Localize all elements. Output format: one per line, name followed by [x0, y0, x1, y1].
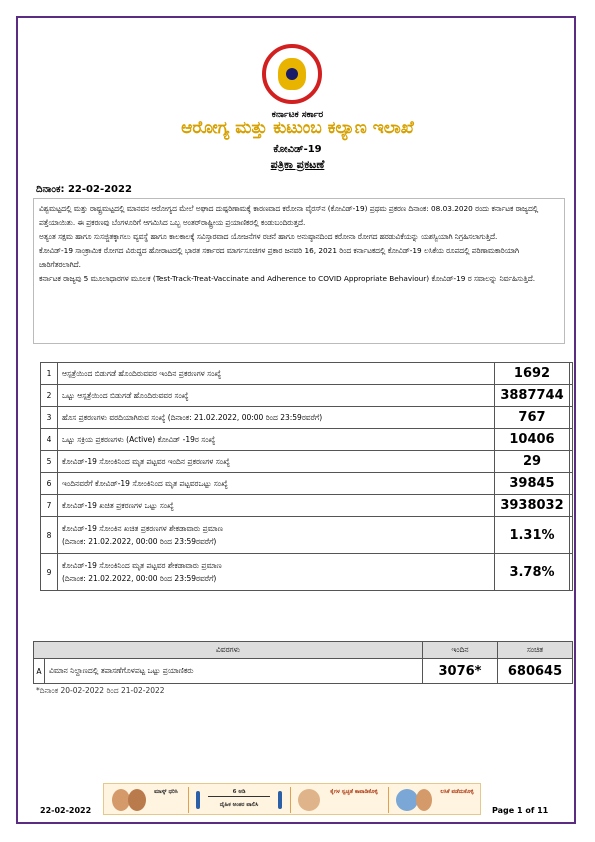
stats-body — [41, 363, 573, 591]
row-number: 7 — [41, 495, 58, 517]
row-value: 3.78% — [495, 554, 570, 591]
row-label: ಕೋವಿಡ್-19 ಸೋಂಕಿನಿಂದ ಮೃತ ಪಟ್ಟವರ ಶೇಕಡಾವಾರು ಪ್ರಮಾಣ — [62, 560, 222, 570]
row-label-cell — [58, 451, 495, 473]
row-label: ಇಂದಿನವರೆಗೆ ಕೋವಿಡ್-19 ಸೋಂಕಿನಿಂದ ಮೃತ ಪಟ್ಟವರಒಟ್ಟು ಸಂಖ್ಯೆ — [62, 478, 228, 488]
table-header-row — [34, 642, 573, 659]
row-label-cell — [58, 407, 495, 429]
row-value: 767 — [495, 407, 570, 429]
intro-box — [33, 198, 565, 344]
intro-paragraph: ಅತ್ಯಂತ ಸಕ್ಷಮ ಹಾಗೂ ಸುಸಜ್ಜಿತಕ್ಕಾಗಲು ವ್ಯವಸ್ಥೆ ಹಾಗೂ ಕಾಲಕಾಲಕ್ಕೆ ಸವಿಸ್ತಾರವಾದ ಯೋಜನೆಗಳ ರಚನೆ ಹಾಗೂ ಅನುಷ್ಠಾನದಿಂದ ಕರೋನಾ ರೋಗದ ಹರಡುವಿಕೆಯನ್ನು ಯಶಸ್ವಿಯಾಗಿ ನಿಗ್ರಹಿಸಲಾಗುತ್ತಿದೆ. — [39, 232, 498, 241]
page-number: Page 1 of 11 — [492, 806, 549, 815]
table-row — [41, 451, 573, 473]
spacer-cell — [570, 473, 573, 495]
row-label: ವಿಮಾನ ನಿಲ್ದಾಣದಲ್ಲಿ ತಪಾಸಣೆಗೊಳಪಟ್ಟ ಒಟ್ಟು ಪ್ರಯಾಣಿಕರು — [45, 659, 423, 684]
banner-distance: ದೈಹಿಕ ಅಂತರ ಪಾಲಿಸಿ — [219, 802, 259, 808]
row-label: ಆಸ್ಪತ್ರೆಯಿಂದ ಬಿಡುಗಡೆ ಹೊಂದಿರುವವರ ಇಂದಿನ ಪ್ರಕರಣಗಳ ಸಂಖ್ಯೆ — [62, 368, 222, 378]
row-label: ಕೋವಿಡ್-19 ಸೋಂಕಿನ ಖಚಿತ ಪ್ರಕರಣಗಳ ಶೇಕಡಾವಾರು ಪ್ರಮಾಣ — [62, 523, 223, 533]
intro-paragraph: ವಿಶ್ವಮಟ್ಟದಲ್ಲಿ ಮತ್ತು ರಾಷ್ಟ್ರಮಟ್ಟದಲ್ಲಿ ಮಾನವನ ಆರೋಗ್ಯದ ಮೇಲೆ ಅಘಾದ ದುಷ್ಪರಿಣಾಮಕ್ಕೆ ಕಾರಣವಾದ ಕರೋನಾ ವೈರಸ್‌ನ (ಕೋವಿಡ್-19) ಪ್ರಥಮ ಪ್ರಕರಣ ದಿನಾಂಕ: 08.03.2020 ರಂದು ಕರ್ನಾಟಕ ರಾಜ್ಯದಲ್ಲಿ ಪತ್ತೆಯಾಯಿತು. ಈ ಪ್ರಕರಣವು ಬೆಂಗಳೂರಿಗೆ ಆಗಮಿಸಿದ ಒಬ್ಬ ಅಂತರ್‌ರಾಷ್ಟ್ರೀಯ ಪ್ರಯಾಣಿಕರಲ್ಲಿ ಕಂಡುಬಂದಿರುತ್ತದೆ. — [39, 204, 539, 227]
person-icon — [278, 791, 282, 809]
row-label-cell — [58, 363, 495, 385]
spacer-cell — [570, 363, 573, 385]
row-label-cell — [58, 473, 495, 495]
department-title: ಆರೋಗ್ಯ ಮತ್ತು ಕುಟುಂಬ ಕಲ್ಯಾಣ ಇಲಾಖೆ — [181, 118, 414, 138]
row-number: 2 — [41, 385, 58, 407]
table-row — [41, 473, 573, 495]
banner-vaccine: ಲಸಿಕೆ ಪಡೆದುಕೊಳ್ಳಿ — [440, 789, 474, 795]
divider — [388, 787, 389, 813]
row-number: 6 — [41, 473, 58, 495]
divider — [188, 787, 189, 813]
spacer-cell — [570, 407, 573, 429]
airport-travel-table — [33, 641, 573, 684]
col-today: ಇಂದಿನ — [423, 642, 498, 659]
table-row — [34, 659, 573, 684]
arrow-icon — [208, 796, 270, 797]
release-date: ದಿನಾಂಕ: 22-02-2022 — [36, 184, 132, 195]
banner-distance-ft: 6 ಅಡಿ — [232, 789, 246, 795]
person-icon — [416, 789, 432, 811]
footer-date: 22-02-2022 — [40, 806, 92, 815]
row-label: ಒಟ್ಟು ಆಸ್ಪತ್ರೆಯಿಂದ ಬಿಡುಗಡೆ ಹೊಂದಿರುವವರ ಸಂಖ್ಯೆ — [62, 390, 189, 400]
spacer-cell — [570, 451, 573, 473]
intro-paragraph: ಕೋವಿಡ್-19 ಸಾಂಕ್ರಾಮಿಕ ರೋಗದ ವಿರುದ್ಧದ ಹೋರಾಟದಲ್ಲಿ ಭಾರತ ಸರ್ಕಾರದ ಮಾರ್ಗಸೂಚಿಗಳ ಪ್ರಕಾರ ಜನವರಿ 16, 2021 ರಿಂದ ಕರ್ನಾಟಕದಲ್ಲಿ ಕೋವಿಡ್-19 ಲಸಿಕೆಯ ರೂಪದಲ್ಲಿ ಪರಿಣಾಮಕಾರಿಯಾಗಿ ಜಾರಿಗೆತರಲಾಗಿದೆ. — [39, 246, 519, 269]
row-number: 8 — [41, 517, 58, 554]
table-row — [41, 363, 573, 385]
spacer-cell — [570, 554, 573, 591]
spacer-cell — [570, 385, 573, 407]
government-seal-logo — [262, 44, 322, 104]
table-row — [41, 407, 573, 429]
col-details: ವಿವರಗಳು — [34, 642, 423, 659]
hand-wash-icon — [298, 789, 320, 811]
row-label-cell — [58, 554, 495, 591]
row-label-cell — [58, 385, 495, 407]
row-number: 1 — [41, 363, 58, 385]
row-sublabel: (ದಿನಾಂಕ: 21.02.2022, 00:00 ರಿಂದ 23:59ರವರೆಗೆ) — [62, 536, 217, 546]
row-label: ಹೊಸ ಪ್ರಕರಣಗಳು ವರದಿಯಾಗಿರುವ ಸಂಖ್ಯೆ (ದಿನಾಂಕ: 21.02.2022, 00:00 ರಿಂದ 23:59ರವರೆಗೆ) — [62, 412, 323, 422]
row-label-cell — [58, 495, 495, 517]
government-name: ಕರ್ನಾಟಕ ಸರ್ಕಾರ — [271, 110, 324, 120]
banner-hygiene: ಕೈಗಳ ಸ್ವಚ್ಛತೆ ಕಾಪಾಡಿಕೊಳ್ಳಿ — [330, 789, 378, 795]
vaccination-icon — [396, 789, 418, 811]
intro-paragraph: ಕರ್ನಾಟಕ ರಾಜ್ಯವು 5 ಮೂಲಾಧಾರಗಳ ಮೂಲಕ (Test-Track-Treat-Vaccinate and Adherence to COVID Appropriate Behaviour) ಕೋವಿಡ್-19 ರ ಸವಾಲನ್ನು ನಿರ್ವಹಿಸುತ್ತಿದೆ. — [39, 274, 536, 283]
covid-appropriate-behaviour-banner — [103, 783, 481, 815]
spacer-cell — [570, 429, 573, 451]
emblem-center-icon — [286, 68, 298, 80]
table-row — [41, 517, 573, 554]
row-label: ಕೋವಿಡ್-19 ಸೋಂಕಿನಿಂದ ಮೃತ ಪಟ್ಟವರ ಇಂದಿನ ಪ್ರಕರಣಗಳ ಸಂಖ್ಯೆ — [62, 456, 230, 466]
row-number: 4 — [41, 429, 58, 451]
row-value: 1.31% — [495, 517, 570, 554]
row-value: 3887744 — [495, 385, 570, 407]
masked-face-icon — [128, 789, 146, 811]
row-number: 5 — [41, 451, 58, 473]
row-value: 1692 — [495, 363, 570, 385]
row-value: 3938032 — [495, 495, 570, 517]
row-sublabel: (ದಿನಾಂಕ: 21.02.2022, 00:00 ರಿಂದ 23:59ರವರೆಗೆ) — [62, 573, 217, 583]
row-value: 10406 — [495, 429, 570, 451]
covid-stats-table — [40, 362, 573, 591]
row-label: ಒಟ್ಟು ಸಕ್ರಿಯ ಪ್ರಕರಣಗಳು (Active) ಕೋವಿಡ್ -19ರ ಸಂಖ್ಯೆ — [62, 434, 216, 444]
row-value: 29 — [495, 451, 570, 473]
cumulative-value: 680645 — [498, 659, 573, 684]
press-release-heading: ಪತ್ರಿಕಾ ಪ್ರಕಟಣೆ — [270, 158, 325, 171]
table-row — [41, 385, 573, 407]
row-letter: A — [34, 659, 45, 684]
person-icon — [196, 791, 200, 809]
row-number: 9 — [41, 554, 58, 591]
row-label: ಕೋವಿಡ್-19 ಖಚಿತ ಪ್ರಕರಣಗಳ ಒಟ್ಟು ಸಂಖ್ಯೆ — [62, 500, 174, 510]
row-label-cell — [58, 517, 495, 554]
divider — [290, 787, 291, 813]
spacer-cell — [570, 517, 573, 554]
table-row — [41, 495, 573, 517]
covid-title: ಕೋವಿಡ್-19 — [273, 144, 322, 155]
col-cumulative: ಸಂಚಿತ — [498, 642, 573, 659]
banner-mask: ಮಾಸ್ಕ್ ಧರಿಸಿ — [154, 789, 178, 795]
table-row — [41, 429, 573, 451]
row-value: 39845 — [495, 473, 570, 495]
footnote: *ದಿನಾಂಕ 20-02-2022 ರಿಂದ 21-02-2022 — [36, 686, 165, 695]
today-value: 3076* — [423, 659, 498, 684]
row-label-cell — [58, 429, 495, 451]
row-number: 3 — [41, 407, 58, 429]
table-row — [41, 554, 573, 591]
spacer-cell — [570, 495, 573, 517]
